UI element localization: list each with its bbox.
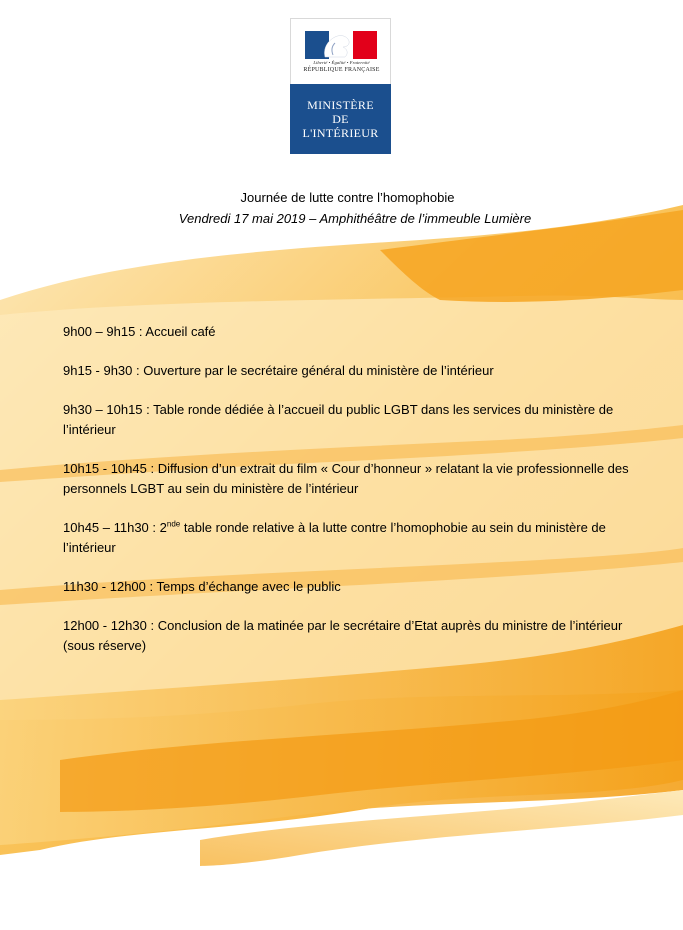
- agenda-text: Conclusion de la matinée par le secrétaire d’Etat auprès du ministre de l’intérieur (sous réserve): [63, 618, 623, 653]
- ministry-logo: [290, 18, 391, 154]
- marianne-icon: [305, 31, 377, 59]
- agenda-text: Accueil café: [145, 324, 216, 339]
- agenda-text: Diffusion d’un extrait du film « Cour d’honneur » relatant la vie professionnelle des personnels LGBT au sein du ministère de l’intérieur: [63, 461, 629, 496]
- agenda-list: [63, 322, 643, 675]
- agenda-time: 12h00 - 12h30: [63, 618, 147, 633]
- ministry-line-3: L'INTÉRIEUR: [302, 126, 379, 140]
- republique-francaise-text: RÉPUBLIQUE FRANÇAISE: [303, 67, 380, 73]
- agenda-text: Table ronde dédiée à l’accueil du public LGBT dans les services du ministère de l’intérieur: [63, 402, 614, 437]
- ministry-name-panel: [290, 84, 391, 154]
- agenda-ordinal-suffix: nde: [166, 519, 181, 529]
- agenda-item: 11h30 - 12h00 : Temps d’échange avec le public: [63, 579, 341, 594]
- ministry-line-2: DE: [332, 112, 349, 126]
- agenda-text: Ouverture par le secrétaire général du ministère de l’intérieur: [143, 363, 494, 378]
- page-title: Journée de lutte contre l’homophobie: [240, 190, 455, 205]
- agenda-time: 10h45 – 11h30: [63, 520, 149, 535]
- agenda-item: 10h15 - 10h45 : Diffusion d’un extrait du film « Cour d’honneur » relatant la vie professionnelle des personnels LGBT au sein du ministère de l’intérieur: [63, 461, 629, 496]
- agenda-item: 9h15 - 9h30 : Ouverture par le secrétaire général du ministère de l’intérieur: [63, 363, 494, 378]
- agenda-time: 10h15 - 10h45: [63, 461, 147, 476]
- agenda-text: Temps d’échange avec le public: [156, 579, 341, 594]
- agenda-item: 9h00 – 9h15 : Accueil café: [63, 324, 216, 339]
- agenda-ordinal: 2: [159, 520, 167, 535]
- motto-text: Liberté • Égalité • Fraternité: [313, 60, 370, 65]
- agenda-item: 12h00 - 12h30 : Conclusion de la matinée par le secrétaire d’Etat auprès du ministre de l’intérieur (sous réserve): [63, 618, 623, 653]
- page-subtitle: Vendredi 17 mai 2019 – Amphithéâtre de l’immeuble Lumière: [178, 211, 532, 226]
- agenda-time: 9h00 – 9h15: [63, 324, 136, 339]
- agenda-item: 10h45 – 11h30 : 2nde table ronde relative à la lutte contre l’homophobie au sein du ministère de l’intérieur: [63, 519, 606, 555]
- agenda-time: 11h30 - 12h00: [63, 579, 146, 594]
- agenda-time: 9h30 – 10h15: [63, 402, 143, 417]
- agenda-item: 9h30 – 10h15 : Table ronde dédiée à l’accueil du public LGBT dans les services du ministère de l’intérieur: [63, 402, 614, 437]
- republic-emblem: [290, 18, 391, 86]
- agenda-text: table ronde relative à la lutte contre l’homophobie au sein du ministère de l’intérieur: [63, 520, 606, 555]
- ministry-line-1: MINISTÈRE: [307, 98, 374, 112]
- agenda-time: 9h15 - 9h30: [63, 363, 133, 378]
